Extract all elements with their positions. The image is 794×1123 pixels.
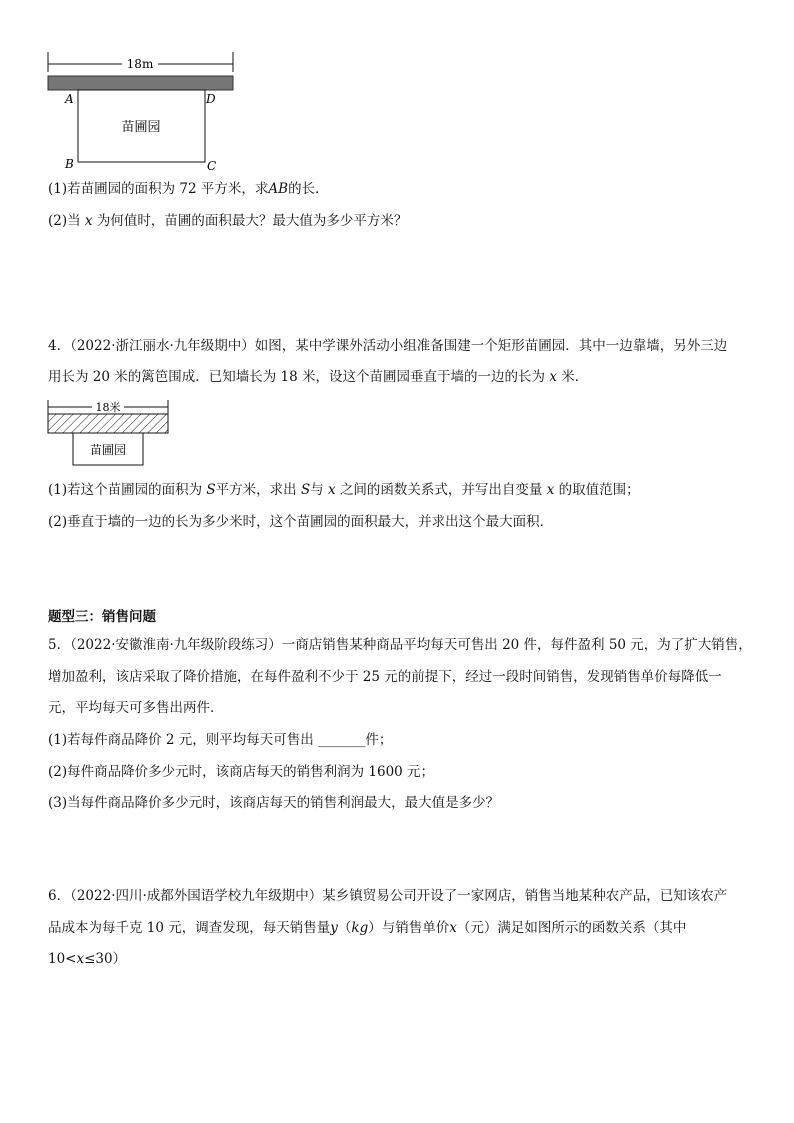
hatched-wall (48, 414, 168, 433)
wall-length-label: 18m (126, 57, 154, 71)
section-title: 题型三：销售问题 (48, 609, 156, 625)
q5-line1: 5．（2022·安徽淮南·九年级阶段练习）一商店销售某种商品平均每天可售出 20 件，每件盈利 50 元，为了扩大销售， (48, 637, 752, 653)
answer-blank: _______ (318, 732, 366, 748)
q5-part2: (2)每件商品降价多少元时，该商店每天的销售利润为 1600 元； (48, 764, 435, 780)
q5-part3: (3)当每件商品降价多少元时，该商店每天的销售利润最大，最大值是多少？ (48, 795, 500, 811)
wall-length-label-2: 18米 (95, 401, 121, 414)
q4-line2: 用长为 20 米的篱笆围成．已知墙长为 18 米，设这个苗圃园垂直于墙的一边的长为 x 米． (48, 369, 589, 385)
q6-line3: 10<x≤30） (48, 951, 127, 967)
q6-line1: 6．（2022·四川·成都外国语学校九年级期中）某乡镇贸易公司开设了一家网店，销售当地某种农产品，已知该农产 (48, 888, 728, 904)
garden-label: 苗圃园 (121, 120, 161, 135)
q5-line3: 元，平均每天可多售出两件． (48, 700, 224, 716)
q4-part1: (1)若这个苗圃园的面积为 S平方米，求出 S与 x 之间的函数关系式，并写出自变量 x 的取值范围； (48, 482, 640, 498)
garden-label-2: 苗圃园 (89, 443, 127, 457)
point-b: B (65, 157, 74, 171)
point-d: D (206, 92, 216, 106)
q5-part1: (1)若每件商品降价 2 元，则平均每天可售出 _______件； (48, 732, 393, 748)
point-c: C (207, 159, 217, 173)
q3-part1: (1)若苗圃园的面积为 72 平方米，求AB的长． (48, 181, 329, 197)
wall (48, 76, 233, 90)
q6-line2: 品成本为每千克 10 元，调查发现，每天销售量y（kg）与销售单价x（元）满足如图所示的函数关系（其中 (48, 920, 687, 936)
garden-figure-1 (40, 50, 240, 175)
q4-line1: 4．（2022·浙江丽水·九年级期中）如图，某中学课外活动小组准备围建一个矩形苗圃园．其中一边靠墙，另外三边 (48, 338, 728, 354)
q3-part2: (2)当 x 为何值时，苗圃的面积最大？最大值为多少平方米？ (48, 213, 408, 229)
garden-figure-2 (40, 396, 180, 471)
point-a: A (65, 92, 74, 106)
q5-line2: 增加盈利，该店采取了降价措施，在每件盈利不少于 25 元的前提下，经过一段时间销售，发现销售单价每降低一 (48, 669, 722, 685)
q4-part2: (2)垂直于墙的一边的长为多少米时，这个苗圃园的面积最大，并求出这个最大面积． (48, 514, 554, 530)
